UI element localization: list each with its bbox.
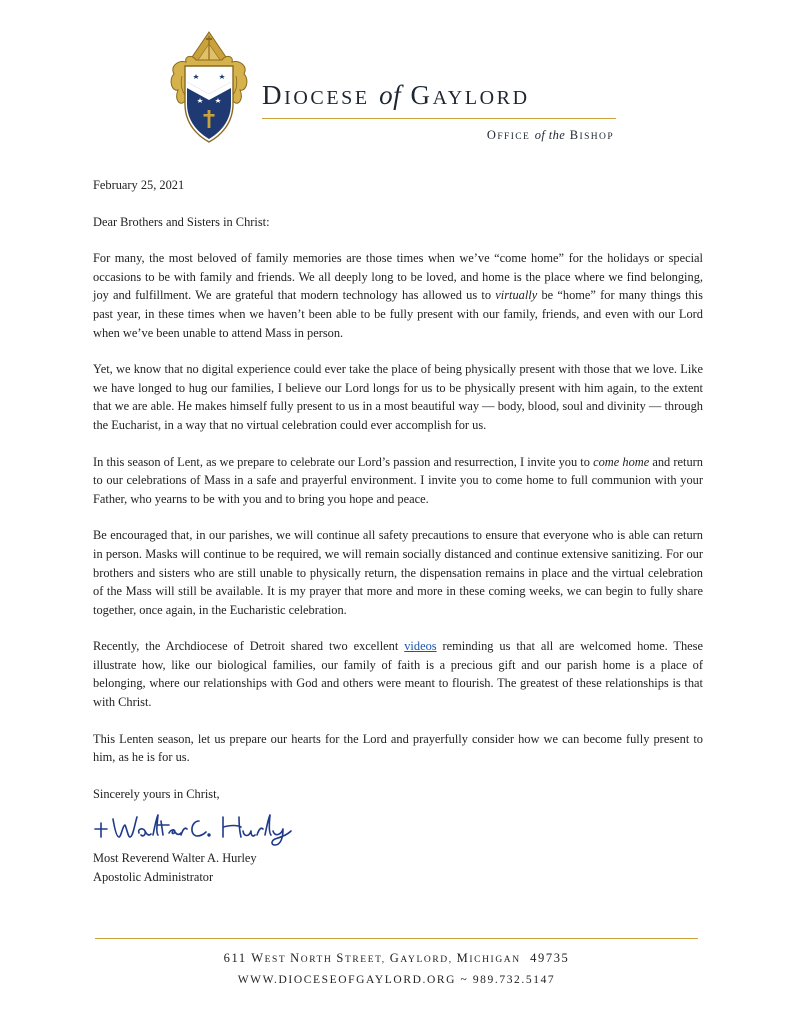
mitre-icon [190,32,228,60]
footer-address: 611 WEST NORTH STREET, GAYLORD, MICHIGAN 49735 [223,951,570,965]
signer-title: Apostolic Administrator [93,870,214,885]
footer-rule [95,938,698,939]
paragraph-2: Yet, we know that no digital experience could ever take the place of being physically present with those that we love. Like we have longed to hug our families, I believe our Lord longs for us to be physically present with him again, to the extent that we are able. He makes himself fully present to us in a most beautiful way — body, blood, soul and divinity — through the Eucharist, in a way that no virtual celebration could ever accomplish for us. [93,362,703,432]
letter-body [93,176,703,887]
diocese-crest-logo [168,30,250,150]
paragraph-3: In this season of Lent, as we prepare to celebrate our Lord’s passion and resurrection, I invite you to come home and return to our celebrations of Mass in a safe and prayerful environment. I invite you to come home to full communion with your Father, who yearns to be with you and to bring you hope and peace. [93,454,703,506]
signer-name: Most Reverend Walter A. Hurley [93,851,257,866]
footer-website-phone: WWW.DIOCESEOFGAYLORD.ORG ~ 989.732.5147 [237,974,556,986]
closing: Sincerely yours in Christ, [93,786,220,801]
shield-icon [185,66,233,142]
paragraph-5: Recently, the Archdiocese of Detroit shared two excellent videos reminding us that all are welcomed home. These illustrate how, like our biological families, our family of faith is a precious gift and our parish home is a place of belonging, where our relationships with God and others were meant to flourish. The greatest of these relationships is that with Christ. [93,639,703,710]
org-name: DIOCESE of GAYLORD [262,80,530,110]
videos-link[interactable]: videos [404,639,437,654]
letterhead-rule [262,118,616,119]
salutation: Dear Brothers and Sisters in Christ: [93,214,270,229]
letter-date: February 25, 2021 [93,178,185,192]
paragraph-6: This Lenten season, let us prepare our hearts for the Lord and prayerfully consider how we can become fully present to him, as he is for us. [93,731,703,765]
paragraph-1: For many, the most beloved of family memories are those times when we’ve “come home” for the holidays or special occasions to be with family and friends. We all deeply long to be loved, and home is the place where we find belonging, joy and fulfillment. We are grateful that modern technology has allowed us to virtually be “home” for many things this past year, in these times when we haven’t been able to be fully present with our family, friends, and even with our Lord when we’ve been unable to attend Mass in person. [93,251,703,340]
office-name: OFFICE of the BISHOP [486,128,614,142]
paragraph-4: Be encouraged that, in our parishes, we will continue all safety precautions to ensure that everyone who is able can return in person. Masks will continue to be required, we will remain socially distanced and continue extensive sanitizing. For our brothers and sisters who are still unable to physically return, the dispensation remains in place and the virtual celebration of the Mass will still be available. It is my prayer that more and more in these coming weeks, we can begin to fully share together, once again, in the Eucharistic celebration. [93,528,703,617]
handwritten-signature [91,807,311,847]
